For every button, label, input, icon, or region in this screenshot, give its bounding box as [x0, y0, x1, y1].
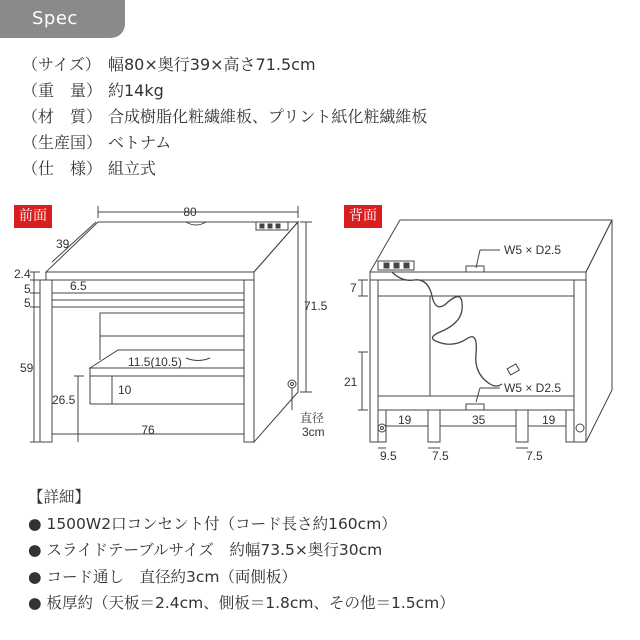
front-dim-width: 80	[183, 205, 197, 219]
spec-value: 約14kg	[108, 81, 164, 100]
spec-label: （重 量）	[22, 81, 103, 100]
front-dim-leg-height: 26.5	[52, 393, 76, 407]
front-dim-top-thickness: 2.4	[14, 267, 31, 281]
spec-label: （材 質）	[22, 107, 103, 126]
details-item: ● 板厚約（天板＝2.4cm、側板＝1.8cm、その他＝1.5cm）	[28, 594, 455, 612]
details-title: 【詳細】	[28, 488, 91, 506]
front-dim-ten: 10	[118, 383, 132, 397]
details-item-text: コード通し 直径約3cm（両側板）	[46, 567, 297, 586]
spec-value: 幅80×奥行39×高さ71.5cm	[108, 55, 316, 74]
front-badge: 前面	[14, 205, 52, 228]
front-hole-label-1: 直径	[300, 411, 325, 425]
back-dim-foot-mid-right: 7.5	[526, 449, 543, 463]
back-dim-right-span: 19	[542, 413, 556, 427]
back-dim-left-span: 19	[398, 413, 412, 427]
spec-label: （サイズ）	[22, 55, 101, 74]
back-dim-twenty-one: 21	[344, 375, 358, 389]
front-dim-lower-height: 59	[20, 361, 34, 375]
back-dim-seven: 7	[350, 281, 357, 295]
front-dim-drawer-depth: 6.5	[70, 279, 87, 293]
back-badge: 背面	[344, 205, 382, 228]
front-hole-label-2: 3cm	[302, 425, 325, 439]
front-dim-five-b: 5	[24, 296, 31, 310]
front-dim-height: 71.5	[304, 299, 328, 313]
details-item: ● スライドテーブルサイズ 約幅73.5×奥行30cm	[28, 541, 383, 559]
spec-label: （生産国）	[22, 133, 103, 152]
details-item-text: 1500W2口コンセント付（コード長さ約160cm）	[46, 514, 397, 533]
front-dim-five-a: 5	[24, 282, 31, 296]
front-dim-slide-gap: 11.5(10.5)	[128, 355, 182, 369]
back-dim-foot-mid-left: 7.5	[432, 449, 449, 463]
spec-tab-label: Spec	[32, 8, 78, 29]
front-dim-inner-width: 76	[141, 423, 155, 437]
back-dim-mid-span: 35	[472, 413, 486, 427]
details-section	[28, 484, 455, 617]
back-dim-notch-bottom: W5 × D2.5	[504, 381, 562, 395]
spec-label: （仕 様）	[22, 159, 103, 178]
back-dim-notch-top: W5 × D2.5	[504, 243, 562, 257]
front-dim-depth: 39	[56, 237, 70, 251]
details-item-text: 板厚約（天板＝2.4cm、側板＝1.8cm、その他＝1.5cm）	[46, 594, 455, 612]
details-item-text: スライドテーブルサイズ 約幅73.5×奥行30cm	[46, 541, 383, 559]
details-item: ● コード通し 直径約3cm（両側板）	[28, 567, 297, 586]
spec-value: 組立式	[108, 159, 157, 178]
details-item: ● 1500W2口コンセント付（コード長さ約160cm）	[28, 514, 397, 533]
spec-value: ベトナム	[108, 133, 172, 152]
back-dim-foot-left: 9.5	[380, 449, 397, 463]
spec-value: 合成樹脂化粧繊維板、プリント紙化粧繊維板	[108, 107, 428, 126]
